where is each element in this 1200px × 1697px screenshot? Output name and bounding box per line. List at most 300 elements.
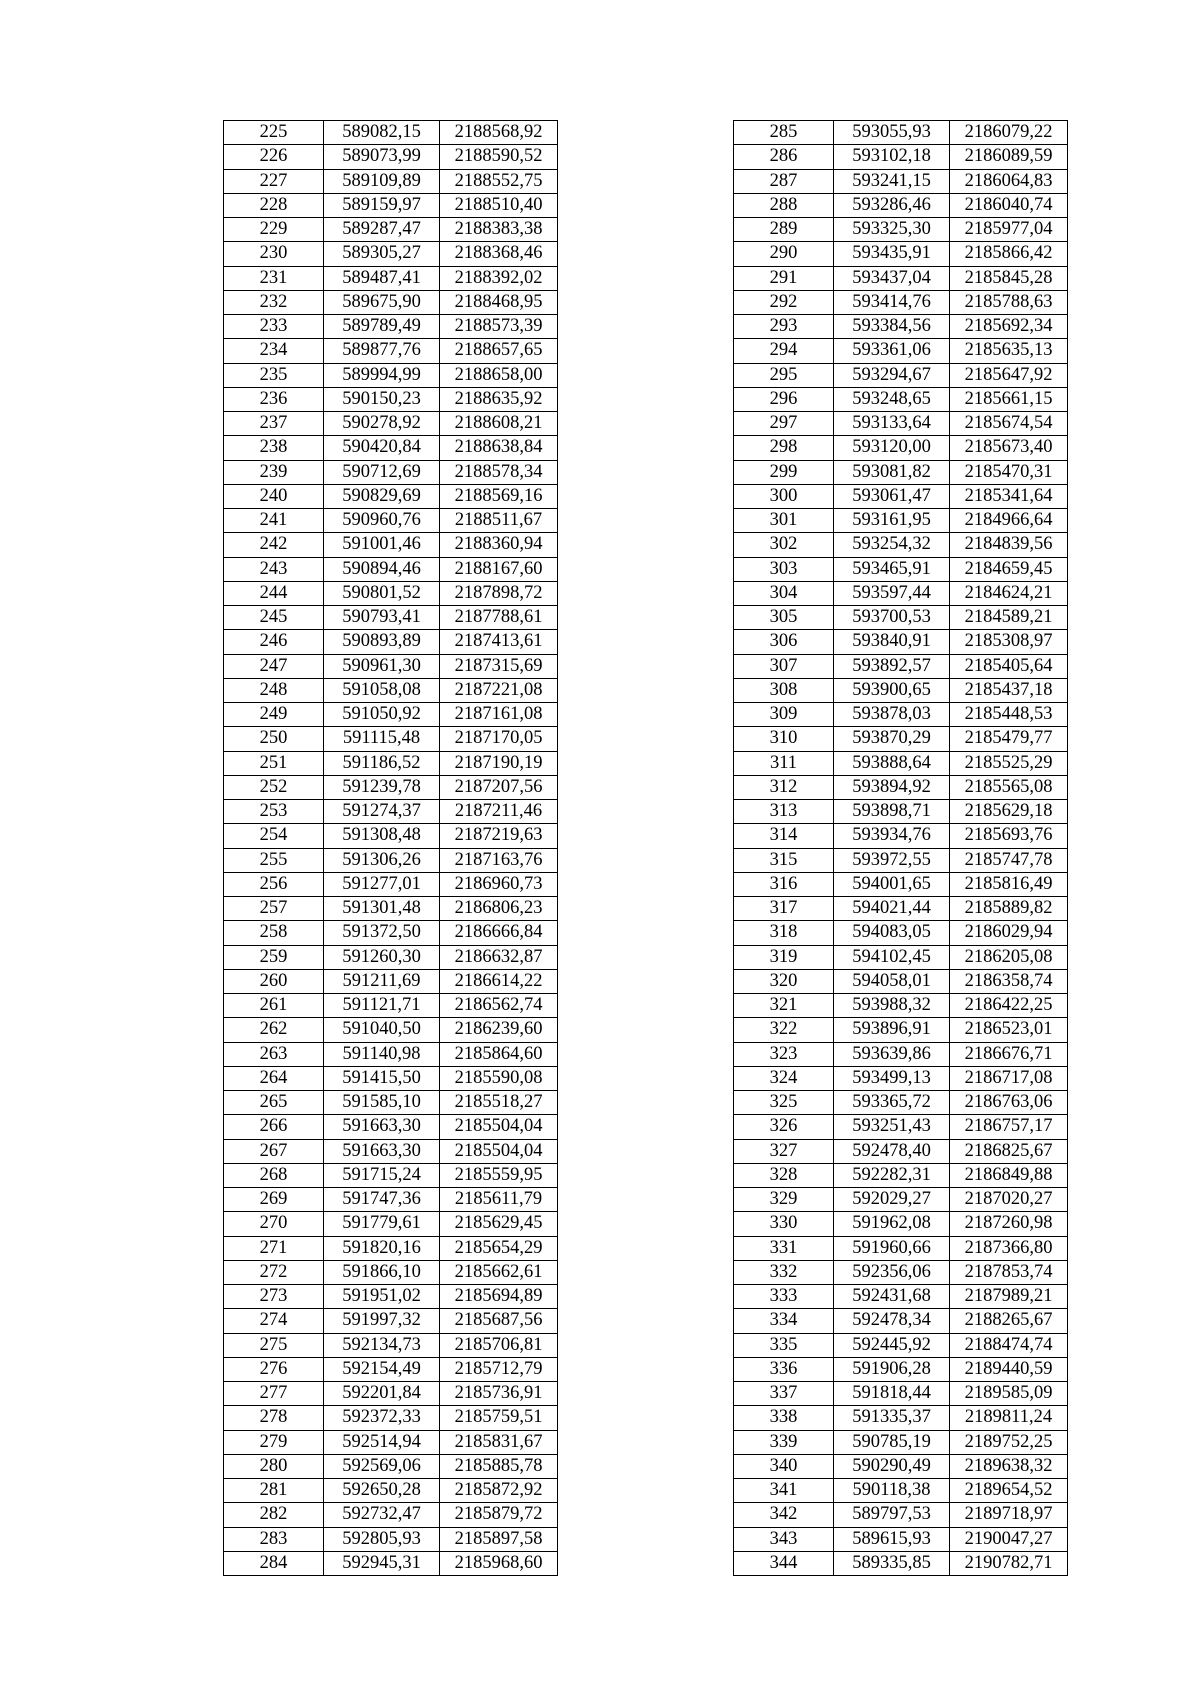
- x-coordinate-cell: 593900,65: [834, 678, 950, 702]
- table-row: [734, 218, 1068, 242]
- point-number-cell: 238: [224, 436, 324, 460]
- table-row: [734, 1042, 1068, 1066]
- table-row: [734, 969, 1068, 993]
- x-coordinate-cell: 592945,31: [324, 1551, 440, 1575]
- y-coordinate-cell: 2189654,52: [950, 1479, 1068, 1503]
- table-row: [224, 751, 558, 775]
- y-coordinate-cell: 2188635,92: [440, 387, 558, 411]
- table-row: [734, 1382, 1068, 1406]
- point-number-cell: 304: [734, 581, 834, 605]
- point-number-cell: 308: [734, 678, 834, 702]
- point-number-cell: 285: [734, 121, 834, 145]
- y-coordinate-cell: 2189811,24: [950, 1406, 1068, 1430]
- y-coordinate-cell: 2185504,04: [440, 1139, 558, 1163]
- point-number-cell: 257: [224, 897, 324, 921]
- table-row: [224, 315, 558, 339]
- y-coordinate-cell: 2187161,08: [440, 703, 558, 727]
- y-coordinate-cell: 2188569,16: [440, 484, 558, 508]
- x-coordinate-cell: 591372,50: [324, 921, 440, 945]
- table-row: [734, 145, 1068, 169]
- x-coordinate-cell: 590829,69: [324, 484, 440, 508]
- table-row: [734, 1285, 1068, 1309]
- y-coordinate-cell: 2185629,18: [950, 800, 1068, 824]
- point-number-cell: 339: [734, 1430, 834, 1454]
- y-coordinate-cell: 2185559,95: [440, 1163, 558, 1187]
- x-coordinate-cell: 591997,32: [324, 1309, 440, 1333]
- x-coordinate-cell: 589789,49: [324, 315, 440, 339]
- point-number-cell: 283: [224, 1527, 324, 1551]
- table-row: [224, 1430, 558, 1454]
- point-number-cell: 280: [224, 1454, 324, 1478]
- point-number-cell: 327: [734, 1139, 834, 1163]
- point-number-cell: 332: [734, 1260, 834, 1284]
- table-row: [224, 484, 558, 508]
- point-number-cell: 309: [734, 703, 834, 727]
- table-row: [224, 1357, 558, 1381]
- point-number-cell: 303: [734, 557, 834, 581]
- x-coordinate-cell: 593286,46: [834, 193, 950, 217]
- y-coordinate-cell: 2184966,64: [950, 509, 1068, 533]
- point-number-cell: 227: [224, 169, 324, 193]
- y-coordinate-cell: 2188638,84: [440, 436, 558, 460]
- x-coordinate-cell: 593888,64: [834, 751, 950, 775]
- x-coordinate-cell: 591274,37: [324, 800, 440, 824]
- point-number-cell: 256: [224, 872, 324, 896]
- x-coordinate-cell: 591335,37: [834, 1406, 950, 1430]
- x-coordinate-cell: 593499,13: [834, 1066, 950, 1090]
- table-row: [734, 290, 1068, 314]
- x-coordinate-cell: 592514,94: [324, 1430, 440, 1454]
- table-row: [734, 1018, 1068, 1042]
- point-number-cell: 310: [734, 727, 834, 751]
- table-row: [224, 533, 558, 557]
- point-number-cell: 229: [224, 218, 324, 242]
- y-coordinate-cell: 2187315,69: [440, 654, 558, 678]
- table-row: [734, 1406, 1068, 1430]
- y-coordinate-cell: 2185687,56: [440, 1309, 558, 1333]
- table-row: [224, 1382, 558, 1406]
- table-row: [734, 169, 1068, 193]
- table-row: [224, 557, 558, 581]
- table-row: [734, 824, 1068, 848]
- x-coordinate-cell: 593365,72: [834, 1091, 950, 1115]
- x-coordinate-cell: 592372,33: [324, 1406, 440, 1430]
- table-row: [734, 703, 1068, 727]
- table-row: [734, 872, 1068, 896]
- table-row: [224, 606, 558, 630]
- x-coordinate-cell: 593241,15: [834, 169, 950, 193]
- y-coordinate-cell: 2187020,27: [950, 1188, 1068, 1212]
- point-number-cell: 322: [734, 1018, 834, 1042]
- table-row: [224, 969, 558, 993]
- table-row: [224, 1139, 558, 1163]
- y-coordinate-cell: 2186632,87: [440, 945, 558, 969]
- y-coordinate-cell: 2186757,17: [950, 1115, 1068, 1139]
- table-row: [734, 1551, 1068, 1575]
- x-coordinate-cell: 591663,30: [324, 1139, 440, 1163]
- table-row: [224, 290, 558, 314]
- y-coordinate-cell: 2185845,28: [950, 266, 1068, 290]
- x-coordinate-cell: 591715,24: [324, 1163, 440, 1187]
- point-number-cell: 281: [224, 1479, 324, 1503]
- y-coordinate-cell: 2185662,61: [440, 1260, 558, 1284]
- point-number-cell: 249: [224, 703, 324, 727]
- point-number-cell: 337: [734, 1382, 834, 1406]
- table-row: [734, 1212, 1068, 1236]
- y-coordinate-cell: 2187163,76: [440, 848, 558, 872]
- point-number-cell: 282: [224, 1503, 324, 1527]
- y-coordinate-cell: 2185308,97: [950, 630, 1068, 654]
- x-coordinate-cell: 593988,32: [834, 994, 950, 1018]
- y-coordinate-cell: 2190782,71: [950, 1551, 1068, 1575]
- y-coordinate-cell: 2188568,92: [440, 121, 558, 145]
- point-number-cell: 326: [734, 1115, 834, 1139]
- y-coordinate-cell: 2188608,21: [440, 412, 558, 436]
- y-coordinate-cell: 2188552,75: [440, 169, 558, 193]
- x-coordinate-cell: 592431,68: [834, 1285, 950, 1309]
- y-coordinate-cell: 2185712,79: [440, 1357, 558, 1381]
- x-coordinate-cell: 593898,71: [834, 800, 950, 824]
- point-number-cell: 268: [224, 1163, 324, 1187]
- y-coordinate-cell: 2188392,02: [440, 266, 558, 290]
- x-coordinate-cell: 589675,90: [324, 290, 440, 314]
- y-coordinate-cell: 2185565,08: [950, 775, 1068, 799]
- x-coordinate-cell: 593294,67: [834, 363, 950, 387]
- y-coordinate-cell: 2186523,01: [950, 1018, 1068, 1042]
- table-row: [734, 727, 1068, 751]
- x-coordinate-cell: 591301,48: [324, 897, 440, 921]
- table-row: [224, 824, 558, 848]
- y-coordinate-cell: 2186717,08: [950, 1066, 1068, 1090]
- table-body: [224, 121, 558, 1576]
- x-coordinate-cell: 593414,76: [834, 290, 950, 314]
- x-coordinate-cell: 591951,02: [324, 1285, 440, 1309]
- table-row: [734, 387, 1068, 411]
- point-number-cell: 292: [734, 290, 834, 314]
- point-number-cell: 226: [224, 145, 324, 169]
- point-number-cell: 267: [224, 1139, 324, 1163]
- y-coordinate-cell: 2188510,40: [440, 193, 558, 217]
- y-coordinate-cell: 2186849,88: [950, 1163, 1068, 1187]
- x-coordinate-cell: 593894,92: [834, 775, 950, 799]
- x-coordinate-cell: 591001,46: [324, 533, 440, 557]
- table-row: [224, 703, 558, 727]
- point-number-cell: 324: [734, 1066, 834, 1090]
- y-coordinate-cell: 2188368,46: [440, 242, 558, 266]
- y-coordinate-cell: 2188167,60: [440, 557, 558, 581]
- x-coordinate-cell: 591820,16: [324, 1236, 440, 1260]
- x-coordinate-cell: 593896,91: [834, 1018, 950, 1042]
- point-number-cell: 336: [734, 1357, 834, 1381]
- table-row: [734, 557, 1068, 581]
- x-coordinate-cell: 594083,05: [834, 921, 950, 945]
- x-coordinate-cell: 591277,01: [324, 872, 440, 896]
- table-row: [224, 945, 558, 969]
- table-row: [224, 1091, 558, 1115]
- y-coordinate-cell: 2185736,91: [440, 1382, 558, 1406]
- point-number-cell: 248: [224, 678, 324, 702]
- point-number-cell: 312: [734, 775, 834, 799]
- x-coordinate-cell: 593102,18: [834, 145, 950, 169]
- y-coordinate-cell: 2185977,04: [950, 218, 1068, 242]
- x-coordinate-cell: 590712,69: [324, 460, 440, 484]
- point-number-cell: 286: [734, 145, 834, 169]
- y-coordinate-cell: 2187989,21: [950, 1285, 1068, 1309]
- table-row: [224, 1406, 558, 1430]
- point-number-cell: 325: [734, 1091, 834, 1115]
- y-coordinate-cell: 2185788,63: [950, 290, 1068, 314]
- x-coordinate-cell: 592029,27: [834, 1188, 950, 1212]
- point-number-cell: 275: [224, 1333, 324, 1357]
- point-number-cell: 230: [224, 242, 324, 266]
- y-coordinate-cell: 2189440,59: [950, 1357, 1068, 1381]
- x-coordinate-cell: 591906,28: [834, 1357, 950, 1381]
- point-number-cell: 343: [734, 1527, 834, 1551]
- x-coordinate-cell: 590420,84: [324, 436, 440, 460]
- table-row: [224, 1285, 558, 1309]
- point-number-cell: 288: [734, 193, 834, 217]
- table-row: [734, 581, 1068, 605]
- table-row: [734, 1357, 1068, 1381]
- x-coordinate-cell: 591140,98: [324, 1042, 440, 1066]
- x-coordinate-cell: 593384,56: [834, 315, 950, 339]
- point-number-cell: 287: [734, 169, 834, 193]
- point-number-cell: 236: [224, 387, 324, 411]
- point-number-cell: 284: [224, 1551, 324, 1575]
- table-row: [734, 848, 1068, 872]
- point-number-cell: 233: [224, 315, 324, 339]
- table-row: [734, 242, 1068, 266]
- x-coordinate-cell: 590894,46: [324, 557, 440, 581]
- table-row: [224, 363, 558, 387]
- table-row: [224, 412, 558, 436]
- y-coordinate-cell: 2185525,29: [950, 751, 1068, 775]
- point-number-cell: 270: [224, 1212, 324, 1236]
- table-row: [734, 121, 1068, 145]
- point-number-cell: 271: [224, 1236, 324, 1260]
- point-number-cell: 330: [734, 1212, 834, 1236]
- point-number-cell: 254: [224, 824, 324, 848]
- y-coordinate-cell: 2188578,34: [440, 460, 558, 484]
- table-row: [734, 1163, 1068, 1187]
- x-coordinate-cell: 592569,06: [324, 1454, 440, 1478]
- table-row: [734, 193, 1068, 217]
- table-row: [224, 1212, 558, 1236]
- table-row: [734, 266, 1068, 290]
- point-number-cell: 302: [734, 533, 834, 557]
- x-coordinate-cell: 591308,48: [324, 824, 440, 848]
- point-number-cell: 259: [224, 945, 324, 969]
- table-row: [734, 1260, 1068, 1284]
- table-row: [224, 242, 558, 266]
- point-number-cell: 252: [224, 775, 324, 799]
- point-number-cell: 263: [224, 1042, 324, 1066]
- x-coordinate-cell: 589994,99: [324, 363, 440, 387]
- table-row: [734, 339, 1068, 363]
- x-coordinate-cell: 594058,01: [834, 969, 950, 993]
- point-number-cell: 274: [224, 1309, 324, 1333]
- table-row: [224, 872, 558, 896]
- y-coordinate-cell: 2186239,60: [440, 1018, 558, 1042]
- point-number-cell: 321: [734, 994, 834, 1018]
- x-coordinate-cell: 592356,06: [834, 1260, 950, 1284]
- y-coordinate-cell: 2188573,39: [440, 315, 558, 339]
- table-row: [734, 921, 1068, 945]
- x-coordinate-cell: 593248,65: [834, 387, 950, 411]
- table-row: [224, 1260, 558, 1284]
- x-coordinate-cell: 590960,76: [324, 509, 440, 533]
- y-coordinate-cell: 2186079,22: [950, 121, 1068, 145]
- y-coordinate-cell: 2189752,25: [950, 1430, 1068, 1454]
- table-row: [224, 775, 558, 799]
- x-coordinate-cell: 589615,93: [834, 1527, 950, 1551]
- point-number-cell: 323: [734, 1042, 834, 1066]
- table-row: [734, 678, 1068, 702]
- point-number-cell: 296: [734, 387, 834, 411]
- x-coordinate-cell: 593878,03: [834, 703, 950, 727]
- y-coordinate-cell: 2187170,05: [440, 727, 558, 751]
- point-number-cell: 338: [734, 1406, 834, 1430]
- table-row: [734, 1479, 1068, 1503]
- table-row: [734, 775, 1068, 799]
- table-row: [224, 509, 558, 533]
- x-coordinate-cell: 592201,84: [324, 1382, 440, 1406]
- x-coordinate-cell: 591866,10: [324, 1260, 440, 1284]
- point-number-cell: 318: [734, 921, 834, 945]
- table-row: [224, 1018, 558, 1042]
- table-row: [734, 630, 1068, 654]
- table-row: [734, 1430, 1068, 1454]
- y-coordinate-cell: 2186040,74: [950, 193, 1068, 217]
- point-number-cell: 241: [224, 509, 324, 533]
- y-coordinate-cell: 2186666,84: [440, 921, 558, 945]
- point-number-cell: 290: [734, 242, 834, 266]
- y-coordinate-cell: 2188383,38: [440, 218, 558, 242]
- y-coordinate-cell: 2185968,60: [440, 1551, 558, 1575]
- y-coordinate-cell: 2185706,81: [440, 1333, 558, 1357]
- table-row: [734, 509, 1068, 533]
- y-coordinate-cell: 2189585,09: [950, 1382, 1068, 1406]
- x-coordinate-cell: 594102,45: [834, 945, 950, 969]
- x-coordinate-cell: 594021,44: [834, 897, 950, 921]
- x-coordinate-cell: 589073,99: [324, 145, 440, 169]
- x-coordinate-cell: 593700,53: [834, 606, 950, 630]
- point-number-cell: 237: [224, 412, 324, 436]
- table-row: [224, 436, 558, 460]
- y-coordinate-cell: 2185693,76: [950, 824, 1068, 848]
- y-coordinate-cell: 2186029,94: [950, 921, 1068, 945]
- table-row: [734, 1115, 1068, 1139]
- x-coordinate-cell: 589335,85: [834, 1551, 950, 1575]
- point-number-cell: 314: [734, 824, 834, 848]
- x-coordinate-cell: 591962,08: [834, 1212, 950, 1236]
- x-coordinate-cell: 594001,65: [834, 872, 950, 896]
- y-coordinate-cell: 2185504,04: [440, 1115, 558, 1139]
- y-coordinate-cell: 2187219,63: [440, 824, 558, 848]
- x-coordinate-cell: 590118,38: [834, 1479, 950, 1503]
- point-number-cell: 245: [224, 606, 324, 630]
- table-row: [224, 266, 558, 290]
- x-coordinate-cell: 590278,92: [324, 412, 440, 436]
- x-coordinate-cell: 593055,93: [834, 121, 950, 145]
- coordinates-table-left: [223, 120, 558, 1576]
- point-number-cell: 243: [224, 557, 324, 581]
- point-number-cell: 265: [224, 1091, 324, 1115]
- y-coordinate-cell: 2187221,08: [440, 678, 558, 702]
- x-coordinate-cell: 593251,43: [834, 1115, 950, 1139]
- point-number-cell: 335: [734, 1333, 834, 1357]
- point-number-cell: 305: [734, 606, 834, 630]
- table-row: [224, 145, 558, 169]
- point-number-cell: 301: [734, 509, 834, 533]
- x-coordinate-cell: 593120,00: [834, 436, 950, 460]
- point-number-cell: 277: [224, 1382, 324, 1406]
- x-coordinate-cell: 589109,89: [324, 169, 440, 193]
- y-coordinate-cell: 2185747,78: [950, 848, 1068, 872]
- y-coordinate-cell: 2187211,46: [440, 800, 558, 824]
- table-row: [224, 1042, 558, 1066]
- y-coordinate-cell: 2188657,65: [440, 339, 558, 363]
- point-number-cell: 294: [734, 339, 834, 363]
- y-coordinate-cell: 2184589,21: [950, 606, 1068, 630]
- coordinates-table-right: [733, 120, 1068, 1576]
- point-number-cell: 329: [734, 1188, 834, 1212]
- table-row: [224, 1454, 558, 1478]
- point-number-cell: 311: [734, 751, 834, 775]
- x-coordinate-cell: 593161,95: [834, 509, 950, 533]
- x-coordinate-cell: 593870,29: [834, 727, 950, 751]
- point-number-cell: 317: [734, 897, 834, 921]
- table-row: [224, 1236, 558, 1260]
- x-coordinate-cell: 592134,73: [324, 1333, 440, 1357]
- table-row: [734, 751, 1068, 775]
- point-number-cell: 235: [224, 363, 324, 387]
- point-number-cell: 272: [224, 1260, 324, 1284]
- point-number-cell: 319: [734, 945, 834, 969]
- point-number-cell: 231: [224, 266, 324, 290]
- x-coordinate-cell: 591779,61: [324, 1212, 440, 1236]
- y-coordinate-cell: 2185879,72: [440, 1503, 558, 1527]
- point-number-cell: 258: [224, 921, 324, 945]
- x-coordinate-cell: 590961,30: [324, 654, 440, 678]
- x-coordinate-cell: 592154,49: [324, 1357, 440, 1381]
- point-number-cell: 276: [224, 1357, 324, 1381]
- x-coordinate-cell: 590150,23: [324, 387, 440, 411]
- table-row: [734, 1527, 1068, 1551]
- x-coordinate-cell: 592805,93: [324, 1527, 440, 1551]
- x-coordinate-cell: 591186,52: [324, 751, 440, 775]
- table-row: [224, 994, 558, 1018]
- table-row: [224, 921, 558, 945]
- table-row: [224, 218, 558, 242]
- x-coordinate-cell: 592732,47: [324, 1503, 440, 1527]
- y-coordinate-cell: 2184624,21: [950, 581, 1068, 605]
- point-number-cell: 266: [224, 1115, 324, 1139]
- x-coordinate-cell: 589487,41: [324, 266, 440, 290]
- table-row: [734, 1454, 1068, 1478]
- y-coordinate-cell: 2186422,25: [950, 994, 1068, 1018]
- x-coordinate-cell: 593639,86: [834, 1042, 950, 1066]
- table-row: [224, 169, 558, 193]
- x-coordinate-cell: 591818,44: [834, 1382, 950, 1406]
- y-coordinate-cell: 2186763,06: [950, 1091, 1068, 1115]
- y-coordinate-cell: 2187898,72: [440, 581, 558, 605]
- y-coordinate-cell: 2185479,77: [950, 727, 1068, 751]
- x-coordinate-cell: 589305,27: [324, 242, 440, 266]
- point-number-cell: 320: [734, 969, 834, 993]
- table-row: [734, 994, 1068, 1018]
- y-coordinate-cell: 2185885,78: [440, 1454, 558, 1478]
